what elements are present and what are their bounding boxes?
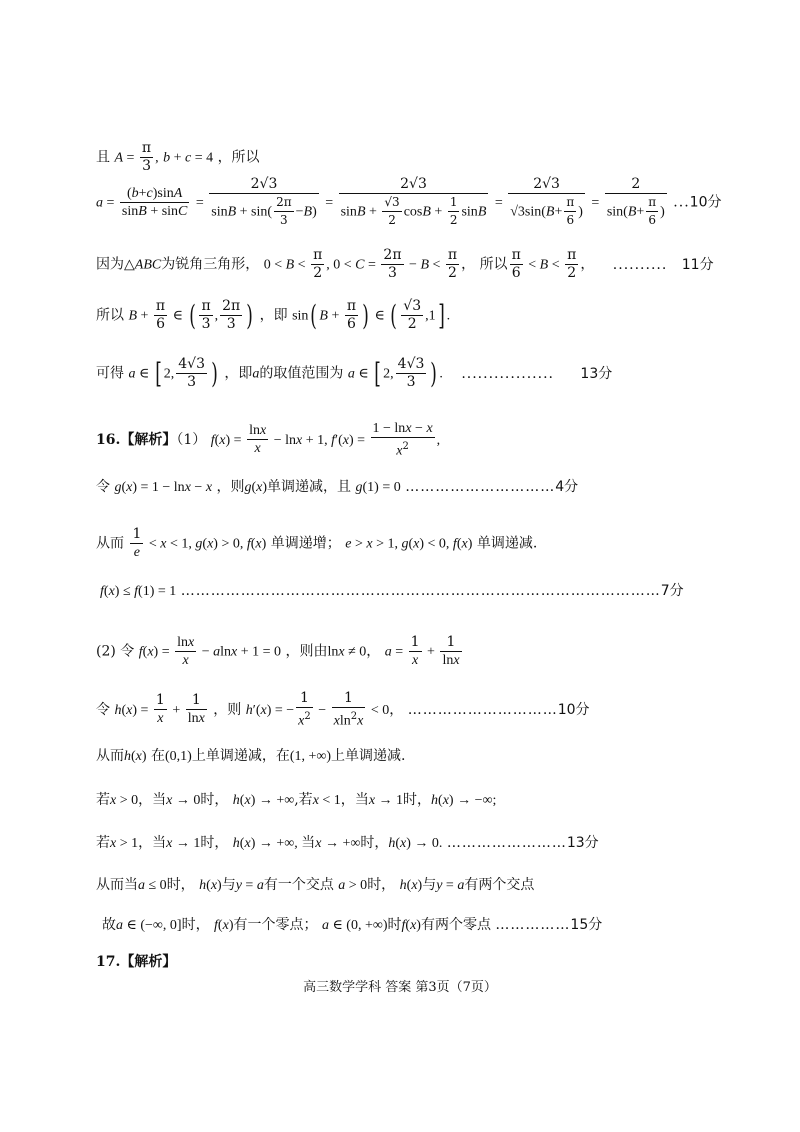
page-footer: 高三数学学科 答案 第3页（7页） bbox=[303, 980, 497, 995]
q15-range-a: 可得 a ∈ [ 2, $\frac{4√3}{3}$ ) ，即a的取值范围为 a ∈ [ 2, $\frac{4√3}{3}$ ) . ................. 13分 bbox=[96, 356, 613, 390]
q16-intersections: 从而当a ≤ 0时， h(x)与y = a有一个交点 a > 0时， h(x)与y = a有两个交点 bbox=[96, 877, 535, 893]
q16-h-monotonic: 从而h(x) 在(0,1)上单调递减，在(1, +∞)上单调递减. bbox=[96, 748, 406, 764]
q16-limits-1: 若x > 0，当x → 0时， h(x) → +∞,若x < 1，当x → 1时，h(x) → −∞; bbox=[96, 792, 497, 808]
q15-acute-triangle: 因为△ABC为锐角三角形， 0 < B < $\frac{\pi}{2}$ , 0 < C = $\frac{2\pi}{3}$ − B < $\frac{\pi}{2}$ ， 所以 $\frac{\pi}{6}$ < B < $\frac{\pi}{2}$ ， .......... 11分 bbox=[96, 247, 714, 281]
q16-header: 16.【解析】（1） f(x) = $\frac{\ln x}{x}$ − lnx + 1, f′(x) = $\frac{1 - \ln x - x}{x^2}$ , bbox=[96, 421, 441, 459]
q16-monotonic: 从而 $\frac{1}{e}$ < x < 1, g(x) > 0, f(x) 单调递增； e > x > 1, g(x) < 0, f(x) 单调递减. bbox=[96, 526, 538, 560]
q16-max: f(x) ≤ f(1) = 1 ……………………………………………………………………………………7分 bbox=[100, 583, 684, 599]
q16-conclusion: 故a ∈ (−∞, 0]时， f(x)有一个零点； a ∈ (0, +∞)时f(x)有两个零点 ……………15分 bbox=[102, 917, 603, 933]
q16-limits-2: 若x > 1，当x → 1时， h(x) → +∞, 当x → +∞时，h(x) → 0. ……………………13分 bbox=[96, 835, 599, 851]
q15-line-given: 且 A = $\frac{\pi}{3}$ , b + c = 4 ，所以 bbox=[96, 140, 260, 174]
q16-let-h: 令 h(x) = $\frac{1}{x}$ + $\frac{1}{\ln x}$ ，则 h′(x) = − $\frac{1}{x^2}$ − $\frac{1}{xln^2x}$ < 0， …………………………10分 bbox=[96, 690, 590, 729]
q16-part2: (2) 令 f(x) = $\frac{\ln x}{x}$ − alnx + 1 = 0 ，则由lnx ≠ 0， a = $\frac{1}{x}$ + $\frac{1}{\ln x}$ bbox=[96, 634, 460, 668]
q15-formula-a: a = $\frac{(b+c)\sin A}{\sin B + \sin C}$ = 2√3 sinB + sin( $\frac{2\pi}{3}$ −B) = 2√3 sinB + $\frac{√3}{2}$ cosB + $\frac{1}{2}$ sinB = 2√3 √3sin(B+ $\frac{\pi}{6}$ ) = 2 sin(B+ $\frac{\pi}{6}$ ) ...10分 bbox=[96, 176, 722, 227]
q17-header: 17.【解析】 bbox=[96, 954, 177, 970]
q16-let-g: 令 g(x) = 1 − lnx − x ，则g(x)单调递减，且 g(1) = 0 …………………………4分 bbox=[96, 479, 579, 495]
q15-range-b: 所以 B + $\frac{\pi}{6}$ ∈ ( $\frac{\pi}{3}$ , $\frac{2\pi}{3}$ ) ，即 sin( B + $\frac{\pi}{6}$ ) ∈ ( $\frac{√3}{2}$ ,1] . bbox=[96, 298, 451, 332]
